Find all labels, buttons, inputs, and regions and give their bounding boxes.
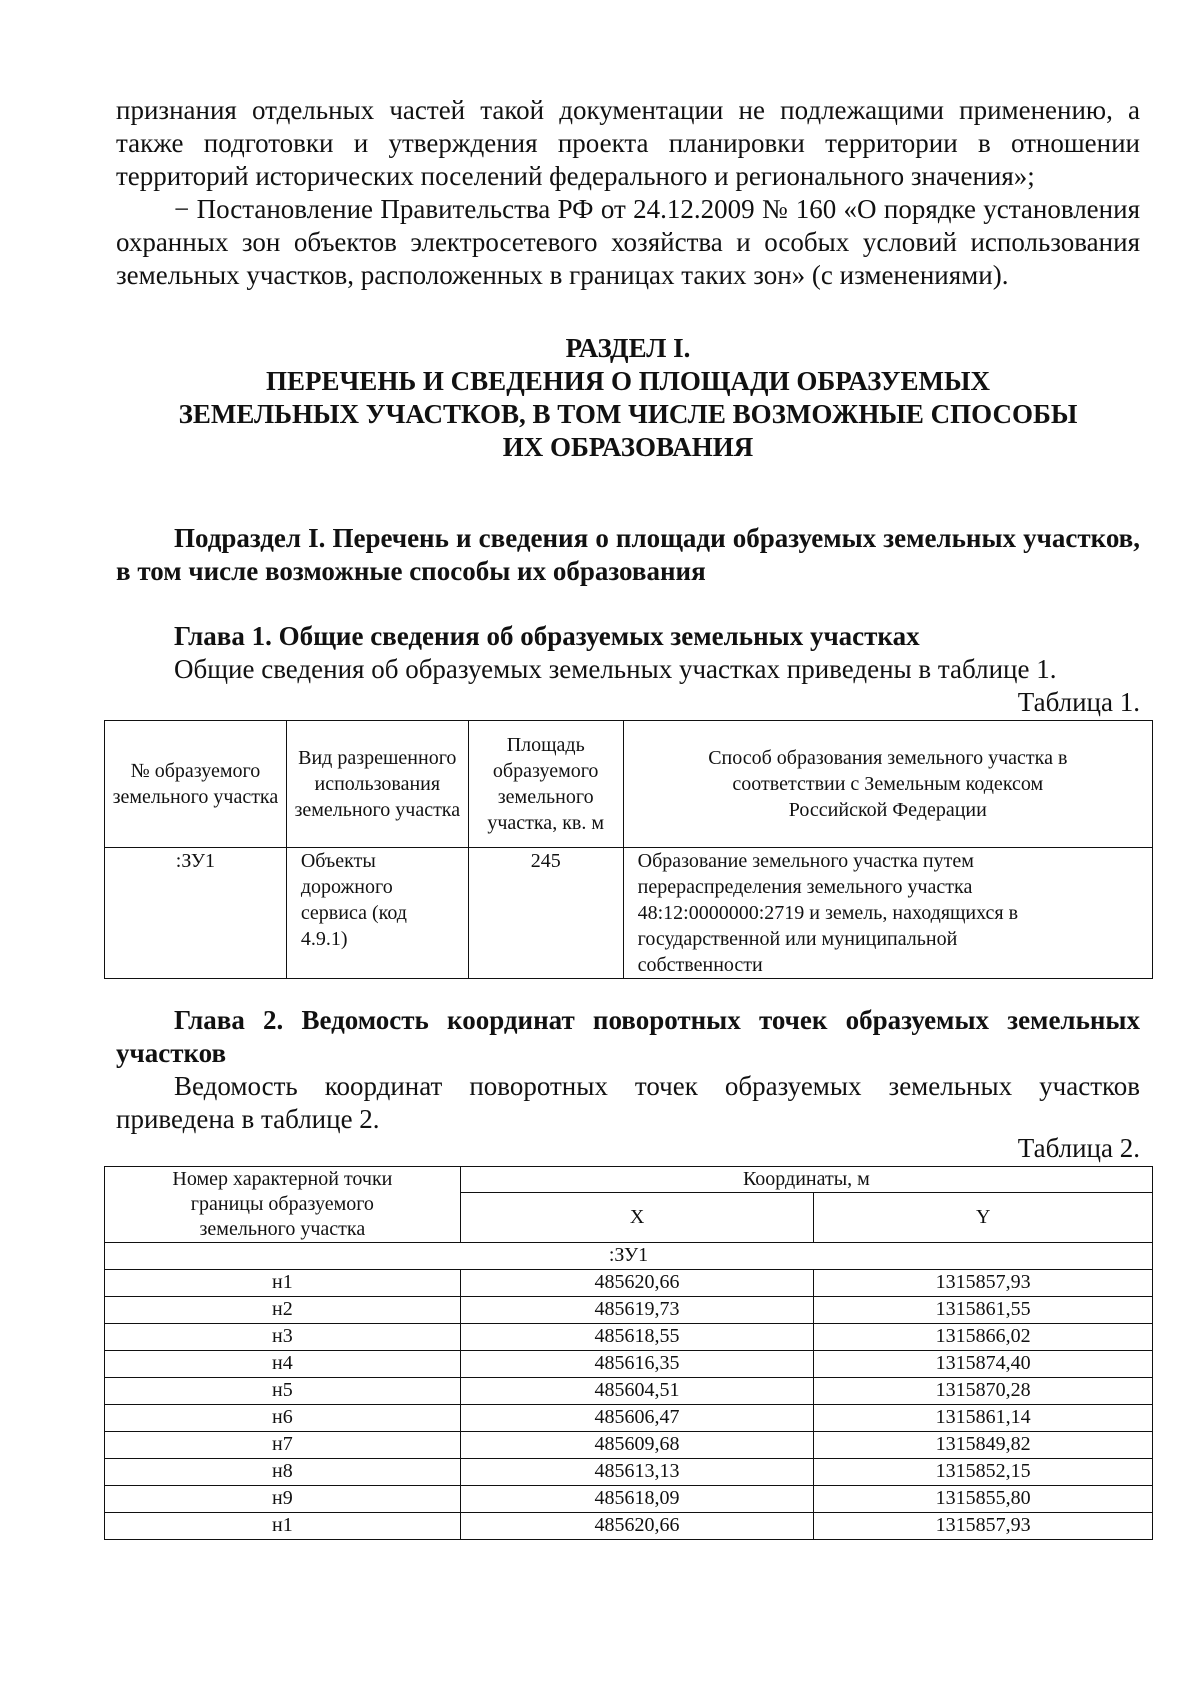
- subsection-title: Подраздел I. Перечень и сведения о площади образуемых земельных участков, в том числе возможные способы их образования: [116, 523, 1140, 586]
- table2-group-label: :ЗУ1: [105, 1243, 1153, 1270]
- table2-cell-x: 485609,68: [460, 1432, 814, 1459]
- table1-header-row: [105, 721, 1153, 848]
- table-row: [105, 1513, 1153, 1540]
- table-row: [105, 1486, 1153, 1513]
- chapter1-block: [116, 620, 1140, 686]
- table2-cell-point: н3: [105, 1324, 461, 1351]
- table1-header-use: Вид разрешенного использования земельного участка: [286, 721, 468, 848]
- table-row: [105, 1405, 1153, 1432]
- chapter2-title: Глава 2. Ведомость координат поворотных точек образуемых земельных участков: [116, 1005, 1140, 1068]
- table2-header-x: X: [460, 1193, 814, 1243]
- table-row: [105, 1432, 1153, 1459]
- table2-header-row-1: [105, 1167, 1153, 1193]
- table2-cell-y: 1315861,55: [814, 1297, 1153, 1324]
- section-title-line-2: ПЕРЕЧЕНЬ И СВЕДЕНИЯ О ПЛОЩАДИ ОБРАЗУЕМЫХ: [265, 366, 990, 396]
- chapter2-text: Ведомость координат поворотных точек образуемых земельных участков приведена в таблице 2.: [116, 1071, 1140, 1134]
- table2-body: [105, 1270, 1153, 1540]
- table-row: [105, 1459, 1153, 1486]
- intro-list-item: − Постановление Правительства РФ от 24.12.2009 № 160 «О порядке установления охранных зон объектов электросетевого хозяйства и особых условий использования земельных участков, расположенных в границах таких зон» (с изменениями).: [116, 194, 1140, 290]
- table2-cell-y: 1315866,02: [814, 1324, 1153, 1351]
- table1-cell-id: :ЗУ1: [105, 848, 287, 979]
- table-row: [105, 1351, 1153, 1378]
- table2-cell-point: н8: [105, 1459, 461, 1486]
- table2-cell-point: н1: [105, 1270, 461, 1297]
- table1-cell-method: Образование земельного участка путем перераспределения земельного участка 48:12:0000000:2719 и земель, находящихся в государственной или муниципальной собственности: [623, 848, 1152, 979]
- table2-header-y: Y: [814, 1193, 1153, 1243]
- intro-text: [116, 94, 1140, 292]
- table1-cell-area: 245: [468, 848, 623, 979]
- table1-cell-use: Объекты дорожного сервиса (код 4.9.1): [286, 848, 468, 979]
- chapter1-title: Глава 1. Общие сведения об образуемых земельных участках: [174, 621, 920, 651]
- table2-cell-point: н6: [105, 1405, 461, 1432]
- table2: [104, 1166, 1153, 1540]
- table1: [104, 720, 1153, 979]
- subsection-block: [116, 522, 1140, 588]
- table2-cell-y: 1315857,93: [814, 1513, 1153, 1540]
- table-row: [105, 848, 1153, 979]
- table2-cell-point: н5: [105, 1378, 461, 1405]
- table2-cell-y: 1315874,40: [814, 1351, 1153, 1378]
- table2-cell-x: 485606,47: [460, 1405, 814, 1432]
- table2-cell-y: 1315852,15: [814, 1459, 1153, 1486]
- table-row: [105, 1297, 1153, 1324]
- table2-cell-x: 485604,51: [460, 1378, 814, 1405]
- table2-cell-point: н4: [105, 1351, 461, 1378]
- section-title-line-1: РАЗДЕЛ I.: [565, 333, 691, 363]
- table2-cell-y: 1315870,28: [814, 1378, 1153, 1405]
- table1-header-method: Способ образования земельного участка в соответствии с Земельным кодексом Российской Федерации: [623, 721, 1152, 848]
- table-row: [105, 1270, 1153, 1297]
- table2-group-row: [105, 1243, 1153, 1270]
- table2-cell-point: н9: [105, 1486, 461, 1513]
- table-row: [105, 1324, 1153, 1351]
- table2-cell-x: 485613,13: [460, 1459, 814, 1486]
- table2-cell-x: 485616,35: [460, 1351, 814, 1378]
- table2-cell-y: 1315861,14: [814, 1405, 1153, 1432]
- table2-header-point: Номер характерной точки границы образуемого земельного участка: [105, 1167, 461, 1243]
- table2-cell-y: 1315857,93: [814, 1270, 1153, 1297]
- table1-header-id: № образуемого земельного участка: [105, 721, 287, 848]
- table1-caption: Таблица 1.: [1017, 687, 1140, 717]
- table2-cell-x: 485618,09: [460, 1486, 814, 1513]
- chapter2-block: [116, 1004, 1140, 1136]
- table2-cell-x: 485618,55: [460, 1324, 814, 1351]
- table2-cell-x: 485620,66: [460, 1513, 814, 1540]
- table2-cell-x: 485620,66: [460, 1270, 814, 1297]
- table2-cell-point: н7: [105, 1432, 461, 1459]
- section-title-line-3: ЗЕМЕЛЬНЫХ УЧАСТКОВ, В ТОМ ЧИСЛЕ ВОЗМОЖНЫЕ СПОСОБЫ: [178, 399, 1078, 429]
- table2-cell-point: н2: [105, 1297, 461, 1324]
- table2-cell-x: 485619,73: [460, 1297, 814, 1324]
- table2-cell-y: 1315855,80: [814, 1486, 1153, 1513]
- table1-header-area: Площадь образуемого земельного участка, кв. м: [468, 721, 623, 848]
- chapter1-text: Общие сведения об образуемых земельных участках приведены в таблице 1.: [174, 654, 1057, 684]
- section-title: [116, 332, 1140, 464]
- table2-caption: Таблица 2.: [1017, 1133, 1140, 1163]
- table-row: [105, 1378, 1153, 1405]
- intro-paragraph-1: признания отдельных частей такой документации не подлежащими применению, а также подготовки и утверждения проекта планировки территории в отношении территорий исторических поселений федерального и регионального значения»;: [116, 95, 1140, 191]
- table2-header-coords: Координаты, м: [460, 1167, 1152, 1193]
- table2-cell-point: н1: [105, 1513, 461, 1540]
- table2-cell-y: 1315849,82: [814, 1432, 1153, 1459]
- section-title-line-4: ИХ ОБРАЗОВАНИЯ: [502, 432, 754, 462]
